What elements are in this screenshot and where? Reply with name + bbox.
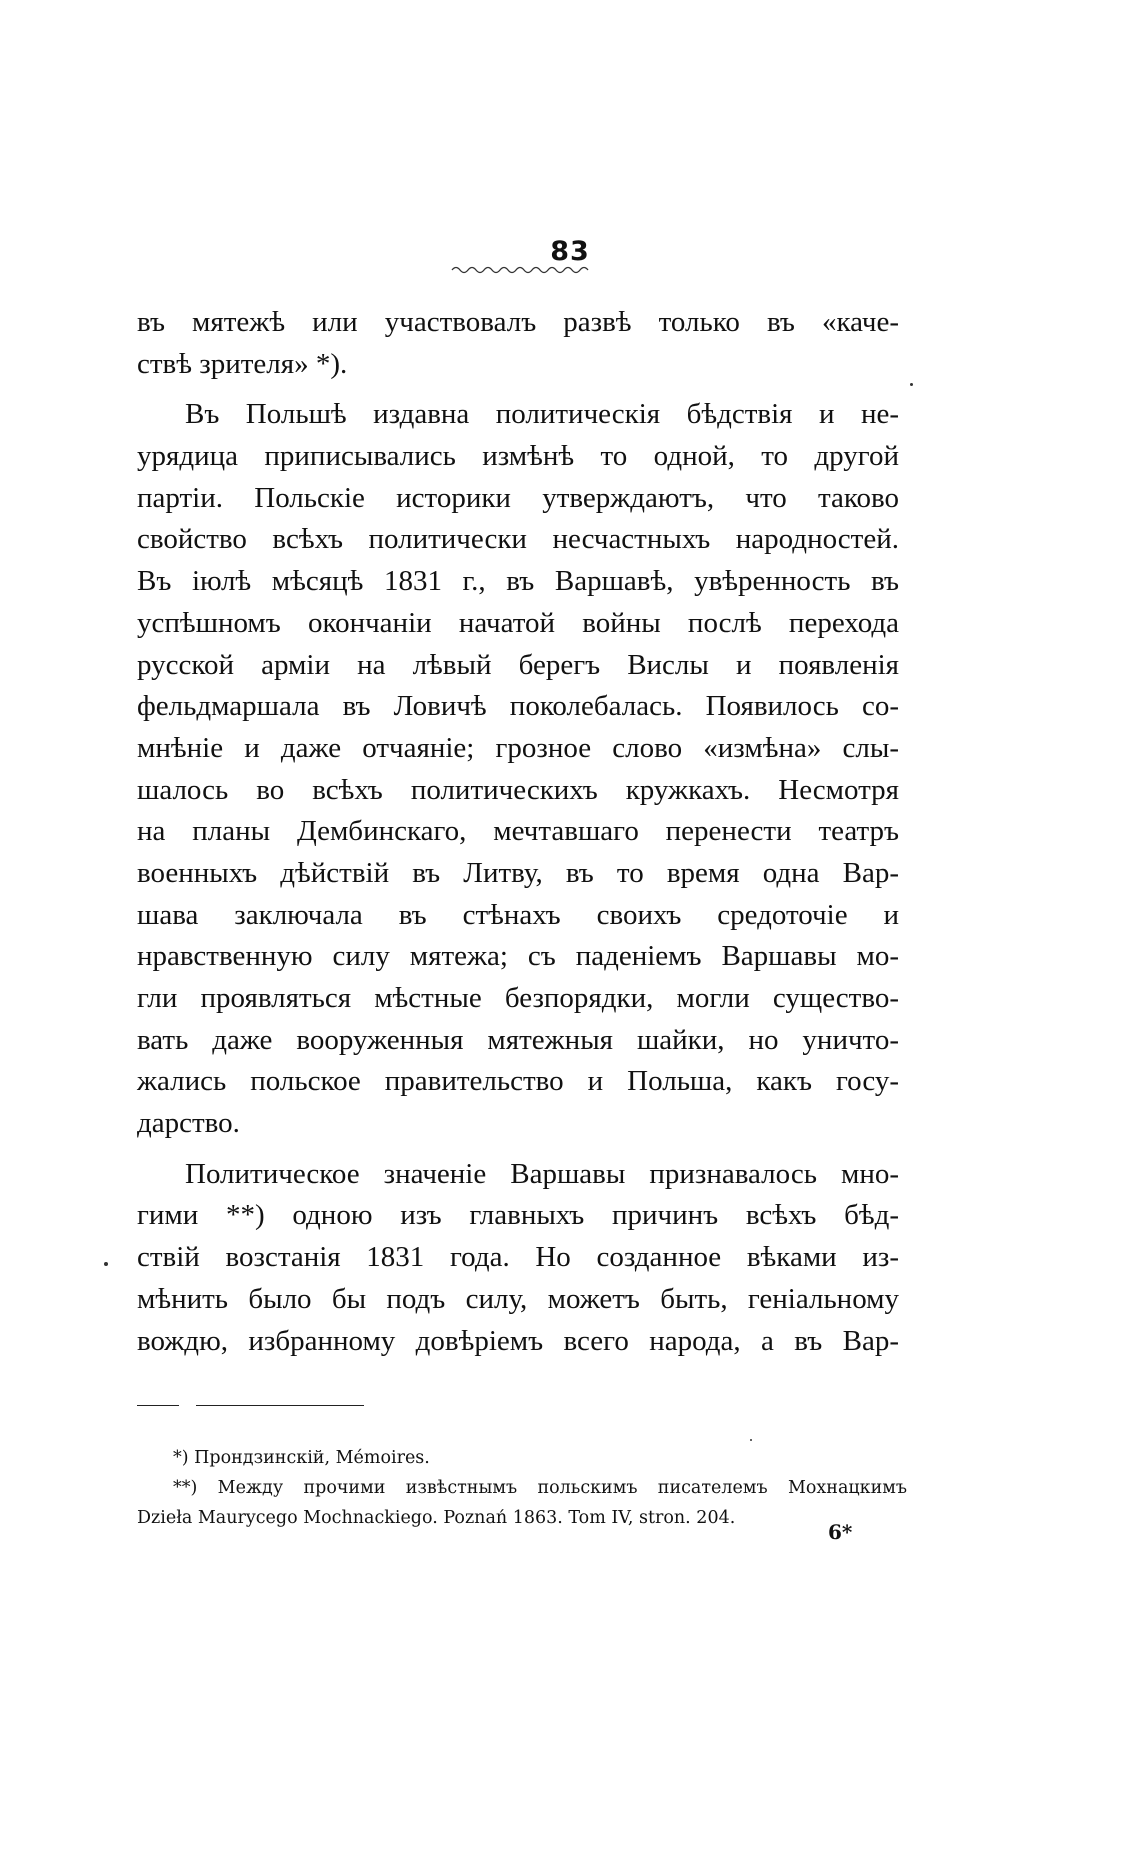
text-line: гли проявляться мѣстные безпорядки, могли существо- [137,982,899,1014]
text-line: военныхъ дѣйствій въ Литву, въ то время одна Вар- [137,856,899,889]
text-line: урядица приписывались измѣнѣ то одной, то другой [137,440,899,473]
text-line: партіи. Польскіе историки утверждаютъ, что таково [137,481,899,514]
text-line: дарство. [137,1107,240,1140]
text-line: фельдмаршала въ Ловичѣ поколебалась. Появилось со- [137,690,899,723]
text-line: гими **) одною изъ главныхъ причинъ всѣхъ бѣд- [137,1199,899,1232]
text-line: ствѣ зрителя» *). [137,347,348,380]
text-line: русской арміи на лѣвый берегъ Вислы и появленія [137,648,899,681]
text-line: Въ іюлѣ мѣсяцѣ 1831 г., въ Варшавѣ, увѣренность въ [137,565,899,598]
paragraph-start: Политическое значеніе Варшавы признавалось мно- [185,1157,899,1190]
footnote: Dzieła Maurycego Mochnackiego. Poznań 1863. Tom IV, stron. 204. [137,1508,736,1528]
printer-signature: 6* [828,1520,853,1544]
text-line: на планы Дембинскаго, мечтавшаго перенести театръ [137,815,899,848]
text-line: шава заключала въ стѣнахъ своихъ средоточіе и [137,898,899,931]
body-text [137,302,899,1362]
footnote-rule [137,1405,179,1406]
page-number: 83 [550,236,590,267]
text-line: ствій возстанія 1831 года. Но созданное вѣками из- [137,1241,899,1274]
text-line: въ мятежѣ или участвовалъ развѣ только въ «каче- [137,306,899,338]
paragraph-start: Въ Польшѣ издавна политическія бѣдствія и не- [185,398,899,431]
ink-speck [750,1439,752,1441]
footnote: **) Между прочими извѣстнымъ польскимъ писателемъ Мохнацкимъ [173,1478,907,1498]
text-line: вождю, избранному довѣріемъ всего народа, а въ Вар- [137,1324,899,1357]
text-line: вать даже вооруженныя мятежныя шайки, но уничто- [137,1023,899,1056]
text-line: свойство всѣхъ политически несчастныхъ народностей. [137,523,899,556]
ink-speck [910,383,913,386]
footnotes [137,1443,907,1533]
footnote-rule [196,1405,364,1406]
footnote: *) Прондзинскій, Mémoires. [173,1448,430,1468]
ink-speck [104,1262,108,1266]
text-line: шалось во всѣхъ политическихъ кружкахъ. Несмотря [137,773,899,806]
text-line: нравственную силу мятежа; съ паденіемъ Варшавы мо- [137,940,899,973]
text-line: мѣнить было бы подъ силу, можетъ быть, геніальному [137,1282,899,1315]
text-line: успѣшномъ окончаніи начатой войны послѣ перехода [137,606,899,639]
text-line: мнѣніе и даже отчаяніе; грозное слово «измѣна» слы- [137,731,899,764]
header-ornament [450,262,590,276]
text-line: жались польское правительство и Польша, какъ госу- [137,1065,899,1098]
